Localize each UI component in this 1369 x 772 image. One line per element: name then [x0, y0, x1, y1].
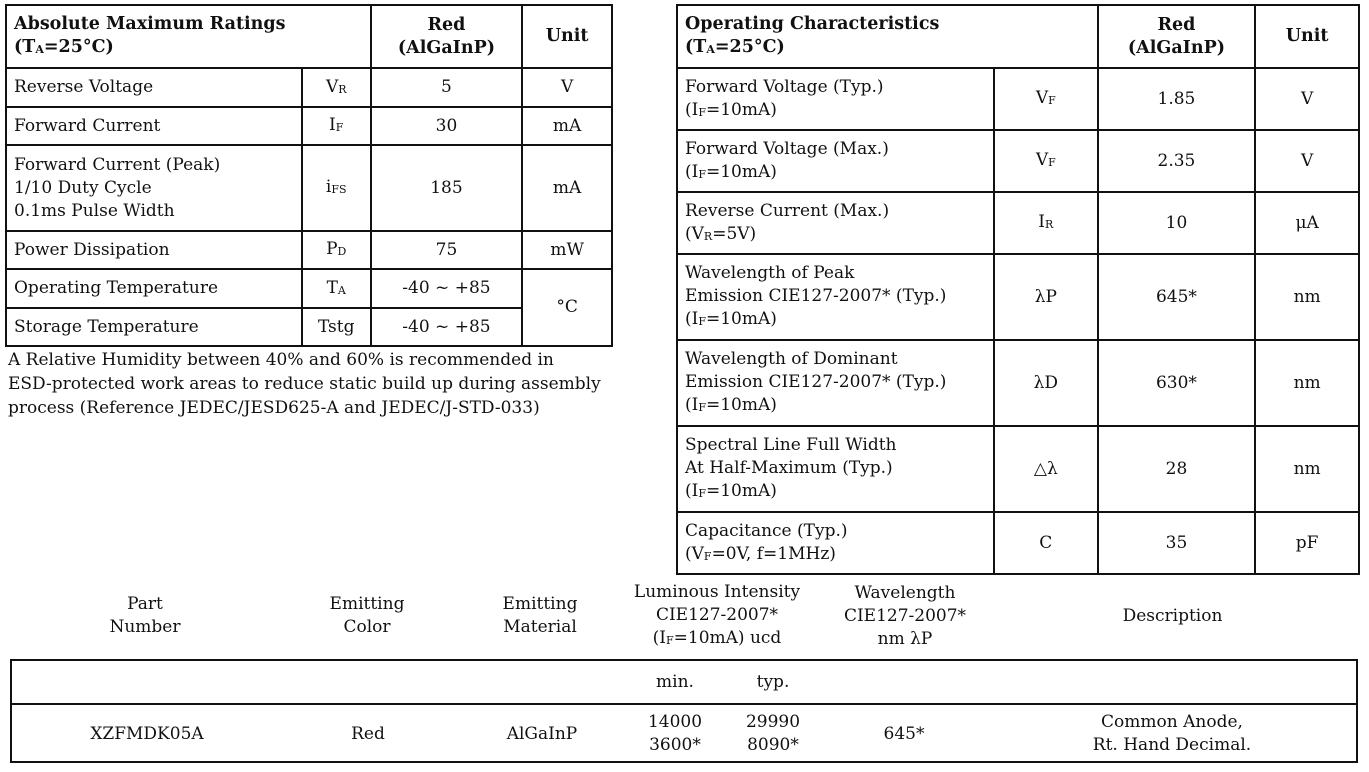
header-luminous-intensity: Luminous Intensity CIE127-2007* $(I_F=10mA)$ ucd — [633, 582, 801, 648]
table-row — [6, 269, 612, 308]
absolute-maximum-ratings-table — [5, 4, 613, 347]
oc-title: Operating Characteristics — [685, 14, 940, 34]
amr-condition: $(T_A=25^\circ C)$ — [14, 37, 114, 57]
value: 630* — [1098, 340, 1256, 426]
param-label: Capacitance (Typ.) ($V_F=0V$, f=1MHz) — [677, 512, 994, 574]
table-row — [677, 254, 1359, 340]
min-intensity-cell: 14000 3600* — [647, 712, 703, 755]
symbol: △λ — [994, 426, 1098, 512]
param-label: Operating Temperature — [6, 269, 302, 308]
oc-condition: $(T_A=25^\circ C)$ — [685, 37, 785, 57]
value: 1.85 — [1098, 68, 1256, 130]
unit: °C — [522, 269, 612, 346]
table-row — [6, 145, 612, 231]
header-emitting-material: Emitting Material — [502, 594, 578, 637]
value: 2.35 — [1098, 130, 1256, 192]
unit: mW — [522, 231, 612, 269]
wavelength-cell: 645* — [883, 724, 925, 744]
value: 645* — [1098, 254, 1256, 340]
typ-intensity-cell: 29990 8090* — [745, 712, 801, 755]
param-label: Wavelength of Dominant Emission CIE127-2007* (Typ.) $(I_F=10mA)$ — [677, 340, 994, 426]
unit: mA — [522, 107, 612, 145]
description-cell: Common Anode, Rt. Hand Decimal. — [1092, 712, 1252, 755]
header-emitting-color: Emitting Color — [329, 594, 405, 637]
humidity-note: A Relative Humidity between 40% and 60% is recommended in ESD-protected work areas to reduce static build up during assembly process (Reference JEDEC/JESD625-A and JEDEC/J-STD-033) — [8, 350, 601, 418]
oc-unit-header: Unit — [1255, 5, 1359, 68]
param-label: Power Dissipation — [6, 231, 302, 269]
table-row — [6, 107, 612, 145]
param-label: Forward Current — [6, 107, 302, 145]
symbol: $V_F$ — [994, 68, 1098, 130]
amr-red-header: Red (AlGaInP) — [371, 5, 523, 68]
unit: pF — [1255, 512, 1359, 574]
param-label: Spectral Line Full Width At Half-Maximum (Typ.) $(I_F=10mA)$ — [677, 426, 994, 512]
param-label: Wavelength of Peak Emission CIE127-2007* (Typ.) $(I_F=10mA)$ — [677, 254, 994, 340]
value: 5 — [371, 68, 523, 107]
table-row — [677, 512, 1359, 574]
symbol: C — [994, 512, 1098, 574]
symbol: Tstg — [302, 308, 371, 346]
sub-header-min: min. — [656, 672, 694, 692]
table-row — [6, 68, 612, 107]
symbol: $V_F$ — [994, 130, 1098, 192]
table-row — [677, 68, 1359, 130]
unit: mA — [522, 145, 612, 231]
table-row — [677, 192, 1359, 254]
symbol: λP — [994, 254, 1098, 340]
param-label: Storage Temperature — [6, 308, 302, 346]
unit: μA — [1255, 192, 1359, 254]
param-label: Forward Voltage (Typ.) $(I_F=10mA)$ — [677, 68, 994, 130]
value: 10 — [1098, 192, 1256, 254]
value: 75 — [371, 231, 523, 269]
table-row — [677, 340, 1359, 426]
symbol: λD — [994, 340, 1098, 426]
operating-characteristics-table — [676, 4, 1360, 575]
color-cell: Red — [351, 724, 385, 744]
parts-table — [10, 659, 1358, 763]
unit: V — [1255, 68, 1359, 130]
value: -40 ~ +85 — [371, 269, 523, 308]
part-number-cell: XZFMDK05A — [90, 724, 204, 744]
table-row — [6, 308, 612, 346]
value: 35 — [1098, 512, 1256, 574]
table-row — [6, 231, 612, 269]
amr-title-cell — [6, 5, 371, 68]
symbol: $I_R$ — [994, 192, 1098, 254]
parts-divider — [12, 703, 1356, 705]
amr-title: Absolute Maximum Ratings — [14, 14, 286, 34]
symbol: $P_D$ — [302, 231, 371, 269]
header-description: Description — [1122, 605, 1223, 626]
amr-unit-header: Unit — [522, 5, 612, 68]
sub-header-typ: typ. — [756, 672, 790, 692]
unit: nm — [1255, 340, 1359, 426]
param-label: Reverse Voltage — [6, 68, 302, 107]
value: -40 ~ +85 — [371, 308, 523, 346]
symbol: $V_R$ — [302, 68, 371, 107]
parts-table-header — [10, 580, 1360, 652]
unit: nm — [1255, 254, 1359, 340]
table-row — [677, 426, 1359, 512]
table-row — [677, 130, 1359, 192]
param-label: Forward Voltage (Max.) $(I_F=10mA)$ — [677, 130, 994, 192]
symbol: $i_{FS}$ — [302, 145, 371, 231]
param-label: Reverse Current (Max.) $(V_R=5V)$ — [677, 192, 994, 254]
symbol: $I_F$ — [302, 107, 371, 145]
unit: V — [522, 68, 612, 107]
param-label: Forward Current (Peak) 1/10 Duty Cycle 0.1ms Pulse Width — [6, 145, 302, 231]
header-wavelength: Wavelength CIE127-2007* nm λP — [843, 582, 967, 649]
header-part-number: Part Number — [109, 594, 181, 637]
material-cell: AlGaInP — [506, 724, 578, 744]
unit: V — [1255, 130, 1359, 192]
value: 30 — [371, 107, 523, 145]
value: 185 — [371, 145, 523, 231]
value: 28 — [1098, 426, 1256, 512]
unit: nm — [1255, 426, 1359, 512]
oc-title-cell — [677, 5, 1098, 68]
symbol: $T_A$ — [302, 269, 371, 308]
oc-red-header: Red (AlGaInP) — [1098, 5, 1256, 68]
